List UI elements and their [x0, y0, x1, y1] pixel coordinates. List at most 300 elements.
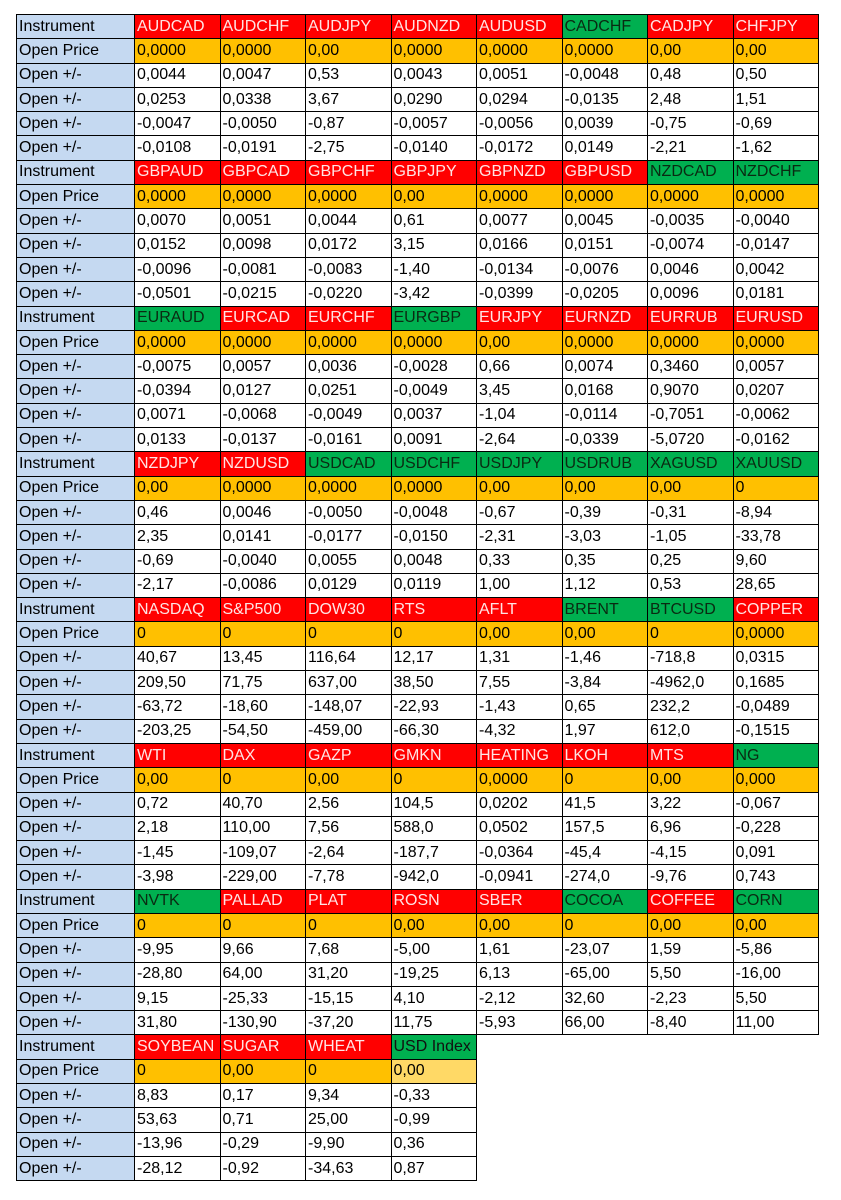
open-delta-row [17, 1132, 819, 1156]
open-price-cell: 0,0000 [477, 768, 563, 792]
open-delta-row [17, 282, 819, 306]
open-delta-cell: 53,63 [135, 1108, 221, 1132]
empty-cell [562, 1108, 648, 1132]
open-delta-cell: -5,00 [391, 938, 477, 962]
open-price-cell: 0 [220, 622, 306, 646]
open-price-cell: 0 [391, 622, 477, 646]
open-delta-cell: 0,0051 [220, 209, 306, 233]
open-delta-cell: 0,0315 [733, 646, 819, 670]
open-delta-cell: -2,12 [477, 986, 563, 1010]
open-delta-cell: -718,8 [648, 646, 734, 670]
open-delta-cell: -0,0172 [477, 136, 563, 160]
open-delta-row [17, 136, 819, 160]
instrument-name: LKOH [562, 743, 648, 767]
open-price-cell: 0,0000 [391, 476, 477, 500]
instrument-name: S&P500 [220, 598, 306, 622]
instrument-name: GAZP [306, 743, 392, 767]
open-delta-cell: -0,0048 [391, 500, 477, 524]
open-price-cell: 0,0000 [220, 39, 306, 63]
open-delta-cell: -15,15 [306, 986, 392, 1010]
instrument-name: USDCAD [306, 452, 392, 476]
open-delta-cell: 64,00 [220, 962, 306, 986]
row-label-open-delta: Open +/- [17, 428, 135, 452]
open-delta-cell: -25,33 [220, 986, 306, 1010]
empty-cell [648, 1132, 734, 1156]
open-price-cell: 0 [562, 913, 648, 937]
open-price-cell: 0,0000 [220, 330, 306, 354]
open-delta-cell: 0,0045 [562, 209, 648, 233]
row-label-open-delta: Open +/- [17, 233, 135, 257]
open-delta-cell: -942,0 [391, 865, 477, 889]
open-delta-cell: 0,0149 [562, 136, 648, 160]
open-delta-cell: -0,0134 [477, 257, 563, 281]
open-delta-cell: -0,0028 [391, 355, 477, 379]
empty-cell [648, 1059, 734, 1083]
open-delta-cell: 0,0037 [391, 403, 477, 427]
open-delta-cell: -0,0941 [477, 865, 563, 889]
open-delta-row [17, 257, 819, 281]
open-price-cell: 0,000 [733, 768, 819, 792]
open-delta-cell: -4,15 [648, 841, 734, 865]
row-label-open-delta: Open +/- [17, 573, 135, 597]
open-delta-row [17, 233, 819, 257]
open-delta-cell: 0,0070 [135, 209, 221, 233]
open-delta-cell: 2,56 [306, 792, 392, 816]
open-delta-cell: -0,0162 [733, 428, 819, 452]
open-price-row [17, 185, 819, 209]
open-price-row [17, 330, 819, 354]
instrument-name: AFLT [477, 598, 563, 622]
open-delta-cell: -0,0137 [220, 428, 306, 452]
open-delta-cell: -2,31 [477, 525, 563, 549]
open-delta-cell: 13,45 [220, 646, 306, 670]
open-delta-cell: -0,067 [733, 792, 819, 816]
empty-cell [648, 1035, 734, 1059]
open-delta-cell: 0,0044 [306, 209, 392, 233]
open-price-cell: 0 [562, 768, 648, 792]
open-delta-cell: 0,53 [648, 573, 734, 597]
open-price-cell: 0,00 [477, 913, 563, 937]
open-delta-cell: -0,0135 [562, 87, 648, 111]
open-price-cell: 0,0000 [135, 185, 221, 209]
open-delta-cell: 0,0057 [220, 355, 306, 379]
open-delta-cell: -0,7051 [648, 403, 734, 427]
row-label-open-delta: Open +/- [17, 1132, 135, 1156]
row-label-open-delta: Open +/- [17, 549, 135, 573]
open-delta-cell: -0,0108 [135, 136, 221, 160]
instrument-name: BRENT [562, 598, 648, 622]
open-delta-row [17, 379, 819, 403]
open-delta-cell: 0,0172 [306, 233, 392, 257]
open-delta-cell: -2,64 [306, 841, 392, 865]
open-delta-cell: 637,00 [306, 671, 392, 695]
row-label-open-delta: Open +/- [17, 87, 135, 111]
open-delta-cell: -2,21 [648, 136, 734, 160]
row-label-open-delta: Open +/- [17, 719, 135, 743]
instrument-name: NVTK [135, 889, 221, 913]
open-delta-cell: 0,72 [135, 792, 221, 816]
open-delta-cell: -23,07 [562, 938, 648, 962]
open-delta-cell: -0,0177 [306, 525, 392, 549]
open-delta-cell: -2,64 [477, 428, 563, 452]
row-label-instrument: Instrument [17, 1035, 135, 1059]
instrument-name: GBPUSD [562, 160, 648, 184]
instrument-name: WTI [135, 743, 221, 767]
open-delta-cell: -459,00 [306, 719, 392, 743]
instrument-name: CHFJPY [733, 15, 819, 39]
open-delta-cell: -0,39 [562, 500, 648, 524]
open-price-cell: 0,00 [562, 476, 648, 500]
open-delta-cell: 7,68 [306, 938, 392, 962]
open-delta-cell: -187,7 [391, 841, 477, 865]
instrument-name: GBPNZD [477, 160, 563, 184]
row-label-open-delta: Open +/- [17, 792, 135, 816]
open-delta-cell: 0,0151 [562, 233, 648, 257]
open-delta-cell: -0,0147 [733, 233, 819, 257]
open-delta-cell: 0,0168 [562, 379, 648, 403]
open-delta-row [17, 792, 819, 816]
open-price-cell: 0,00 [477, 476, 563, 500]
open-delta-cell: -0,0220 [306, 282, 392, 306]
open-delta-row [17, 816, 819, 840]
open-delta-row [17, 1084, 819, 1108]
open-delta-cell: -4,32 [477, 719, 563, 743]
open-delta-cell: -0,87 [306, 112, 392, 136]
open-delta-row [17, 500, 819, 524]
open-delta-cell: -1,46 [562, 646, 648, 670]
instrument-name: RTS [391, 598, 477, 622]
open-delta-cell: 0,53 [306, 63, 392, 87]
open-delta-cell: 0,0127 [220, 379, 306, 403]
open-delta-cell: -0,0075 [135, 355, 221, 379]
open-delta-row [17, 986, 819, 1010]
open-delta-cell: 0,091 [733, 841, 819, 865]
empty-cell [733, 1035, 819, 1059]
open-delta-cell: -1,40 [391, 257, 477, 281]
instrument-name: DOW30 [306, 598, 392, 622]
instrument-name: EURCAD [220, 306, 306, 330]
open-delta-cell: 9,66 [220, 938, 306, 962]
open-delta-cell: -0,0114 [562, 403, 648, 427]
open-delta-row [17, 1156, 819, 1180]
open-delta-cell: 0,87 [391, 1156, 477, 1180]
open-delta-cell: 0,9070 [648, 379, 734, 403]
open-delta-cell: 0,25 [648, 549, 734, 573]
open-delta-cell: -0,31 [648, 500, 734, 524]
open-delta-row [17, 549, 819, 573]
open-delta-cell: 0,0290 [391, 87, 477, 111]
instrument-name: USDCHF [391, 452, 477, 476]
open-delta-cell: -0,0074 [648, 233, 734, 257]
open-delta-cell: 104,5 [391, 792, 477, 816]
open-price-cell: 0 [306, 1059, 392, 1083]
open-delta-cell: 2,48 [648, 87, 734, 111]
open-delta-row [17, 695, 819, 719]
empty-cell [477, 1059, 563, 1083]
instrument-name: GBPJPY [391, 160, 477, 184]
open-delta-cell: -203,25 [135, 719, 221, 743]
open-delta-cell: -0,33 [391, 1084, 477, 1108]
open-delta-cell: -0,0050 [306, 500, 392, 524]
row-label-open-delta: Open +/- [17, 525, 135, 549]
open-delta-row [17, 428, 819, 452]
open-price-cell: 0,00 [306, 768, 392, 792]
empty-cell [562, 1059, 648, 1083]
open-delta-cell: 0,0166 [477, 233, 563, 257]
open-delta-cell: -148,07 [306, 695, 392, 719]
instrument-name: EURCHF [306, 306, 392, 330]
open-delta-cell: 0,61 [391, 209, 477, 233]
instrument-name: DAX [220, 743, 306, 767]
row-label-open-delta: Open +/- [17, 962, 135, 986]
open-delta-row [17, 841, 819, 865]
instrument-row [17, 15, 819, 39]
open-delta-cell: 1,31 [477, 646, 563, 670]
open-delta-cell: -9,90 [306, 1132, 392, 1156]
instrument-name: CORN [733, 889, 819, 913]
row-label-open-delta: Open +/- [17, 1156, 135, 1180]
open-delta-cell: 38,50 [391, 671, 477, 695]
open-delta-cell: -63,72 [135, 695, 221, 719]
open-delta-cell: 5,50 [648, 962, 734, 986]
instrument-row [17, 889, 819, 913]
open-delta-cell: -1,43 [477, 695, 563, 719]
open-delta-cell: 0,0338 [220, 87, 306, 111]
row-label-open-delta: Open +/- [17, 136, 135, 160]
open-delta-row [17, 1108, 819, 1132]
row-label-instrument: Instrument [17, 598, 135, 622]
open-delta-cell: -0,0040 [733, 209, 819, 233]
open-price-cell: 0,0000 [391, 330, 477, 354]
empty-cell [562, 1156, 648, 1180]
open-delta-row [17, 525, 819, 549]
row-label-open-price: Open Price [17, 330, 135, 354]
open-delta-cell: 0,46 [135, 500, 221, 524]
open-delta-cell: 5,50 [733, 986, 819, 1010]
open-delta-row [17, 63, 819, 87]
open-delta-cell: -13,96 [135, 1132, 221, 1156]
instrument-name: GBPCHF [306, 160, 392, 184]
open-delta-cell: -2,17 [135, 573, 221, 597]
open-delta-cell: 9,60 [733, 549, 819, 573]
instrument-name: XAGUSD [648, 452, 734, 476]
open-delta-cell: -0,0081 [220, 257, 306, 281]
open-price-cell: 0 [306, 622, 392, 646]
open-price-cell: 0,0000 [562, 39, 648, 63]
open-price-row [17, 913, 819, 937]
open-delta-cell: 1,12 [562, 573, 648, 597]
instrument-name: MTS [648, 743, 734, 767]
open-delta-cell: 1,51 [733, 87, 819, 111]
open-price-cell: 0,00 [733, 913, 819, 937]
open-delta-cell: -66,30 [391, 719, 477, 743]
open-delta-cell: 0,0046 [220, 500, 306, 524]
open-delta-cell: 0,0141 [220, 525, 306, 549]
open-delta-cell: -3,84 [562, 671, 648, 695]
open-price-cell: 0,0000 [220, 476, 306, 500]
open-price-cell: 0,0000 [306, 330, 392, 354]
open-delta-cell: 0,0051 [477, 63, 563, 87]
open-delta-cell: 0,0047 [220, 63, 306, 87]
open-delta-cell: -0,0068 [220, 403, 306, 427]
open-price-cell: 0,0000 [477, 39, 563, 63]
open-price-cell: 0,0000 [391, 39, 477, 63]
instrument-name: EURRUB [648, 306, 734, 330]
open-price-cell: 0,0000 [562, 185, 648, 209]
quotes-table [16, 14, 819, 1181]
open-delta-cell: -22,93 [391, 695, 477, 719]
open-delta-cell: -0,0501 [135, 282, 221, 306]
open-delta-cell: -0,0049 [306, 403, 392, 427]
open-delta-cell: 41,5 [562, 792, 648, 816]
open-delta-cell: -0,0150 [391, 525, 477, 549]
open-price-cell: 0,0000 [306, 185, 392, 209]
row-label-open-delta: Open +/- [17, 282, 135, 306]
open-delta-cell: -0,67 [477, 500, 563, 524]
open-delta-cell: 0,0077 [477, 209, 563, 233]
instrument-name: AUDNZD [391, 15, 477, 39]
open-price-row [17, 1059, 819, 1083]
open-delta-cell: 0,0253 [135, 87, 221, 111]
open-price-cell: 0,00 [648, 913, 734, 937]
open-price-cell: 0,00 [306, 39, 392, 63]
empty-cell [477, 1132, 563, 1156]
open-price-row [17, 622, 819, 646]
row-label-instrument: Instrument [17, 743, 135, 767]
instrument-name: XAUUSD [733, 452, 819, 476]
instrument-name: CADCHF [562, 15, 648, 39]
open-delta-cell: -0,0048 [562, 63, 648, 87]
open-delta-cell: -0,0191 [220, 136, 306, 160]
open-delta-cell: 0,65 [562, 695, 648, 719]
open-delta-cell: 28,65 [733, 573, 819, 597]
instrument-name: ROSN [391, 889, 477, 913]
open-delta-cell: -0,0062 [733, 403, 819, 427]
row-label-open-delta: Open +/- [17, 355, 135, 379]
row-label-open-delta: Open +/- [17, 816, 135, 840]
open-delta-cell: 32,60 [562, 986, 648, 1010]
open-delta-cell: -18,60 [220, 695, 306, 719]
open-delta-cell: 0,66 [477, 355, 563, 379]
open-delta-row [17, 112, 819, 136]
open-delta-cell: 3,22 [648, 792, 734, 816]
open-price-cell: 0 [733, 476, 819, 500]
instrument-name: EURJPY [477, 306, 563, 330]
open-delta-cell: -0,0394 [135, 379, 221, 403]
row-label-open-delta: Open +/- [17, 257, 135, 281]
open-delta-cell: -19,25 [391, 962, 477, 986]
open-delta-cell: -229,00 [220, 865, 306, 889]
instrument-name: CADJPY [648, 15, 734, 39]
open-delta-cell: -16,00 [733, 962, 819, 986]
open-delta-cell: 0,0129 [306, 573, 392, 597]
open-delta-cell: 0,48 [648, 63, 734, 87]
open-delta-row [17, 671, 819, 695]
instrument-name: HEATING [477, 743, 563, 767]
open-delta-cell: -0,0049 [391, 379, 477, 403]
open-delta-cell: -0,69 [733, 112, 819, 136]
empty-cell [562, 1084, 648, 1108]
open-delta-cell: 157,5 [562, 816, 648, 840]
open-price-row [17, 768, 819, 792]
open-delta-cell: -0,0161 [306, 428, 392, 452]
open-delta-cell: 8,83 [135, 1084, 221, 1108]
open-delta-cell: 0,71 [220, 1108, 306, 1132]
open-price-cell: 0 [135, 622, 221, 646]
open-delta-row [17, 719, 819, 743]
open-delta-cell: 66,00 [562, 1011, 648, 1035]
open-delta-cell: -0,0056 [477, 112, 563, 136]
row-label-open-delta: Open +/- [17, 1011, 135, 1035]
open-delta-cell: -0,0215 [220, 282, 306, 306]
open-delta-cell: -9,95 [135, 938, 221, 962]
instrument-name: GBPAUD [135, 160, 221, 184]
open-delta-cell: -9,76 [648, 865, 734, 889]
instrument-row [17, 598, 819, 622]
open-price-cell: 0,00 [477, 330, 563, 354]
instrument-name: WHEAT [306, 1035, 392, 1059]
open-price-cell: 0,00 [135, 476, 221, 500]
empty-cell [733, 1084, 819, 1108]
instrument-name: USDJPY [477, 452, 563, 476]
open-delta-row [17, 938, 819, 962]
open-price-cell: 0,0000 [648, 330, 734, 354]
open-price-row [17, 476, 819, 500]
instrument-name: NG [733, 743, 819, 767]
open-delta-cell: 0,743 [733, 865, 819, 889]
open-price-cell: 0,0000 [135, 39, 221, 63]
open-delta-cell: -1,04 [477, 403, 563, 427]
open-delta-cell: -2,75 [306, 136, 392, 160]
open-delta-cell: 0,0181 [733, 282, 819, 306]
open-delta-cell: -0,0140 [391, 136, 477, 160]
open-delta-cell: -0,0047 [135, 112, 221, 136]
open-delta-cell: 0,0043 [391, 63, 477, 87]
open-delta-cell: -0,0057 [391, 112, 477, 136]
open-price-cell: 0,00 [648, 39, 734, 63]
open-price-cell: 0,0000 [135, 330, 221, 354]
open-delta-cell: -0,0040 [220, 549, 306, 573]
instrument-name: AUDJPY [306, 15, 392, 39]
instrument-row [17, 452, 819, 476]
open-delta-cell: 0,0048 [391, 549, 477, 573]
open-delta-cell: -28,80 [135, 962, 221, 986]
open-delta-cell: -65,00 [562, 962, 648, 986]
open-delta-cell: -1,05 [648, 525, 734, 549]
open-price-cell: 0,00 [733, 39, 819, 63]
instrument-name: NZDCHF [733, 160, 819, 184]
open-delta-cell: 3,45 [477, 379, 563, 403]
open-delta-cell: 0,0039 [562, 112, 648, 136]
open-delta-cell: 588,0 [391, 816, 477, 840]
open-delta-cell: 0,0036 [306, 355, 392, 379]
instrument-name: COFFEE [648, 889, 734, 913]
open-delta-cell: 0,0202 [477, 792, 563, 816]
empty-cell [733, 1059, 819, 1083]
open-price-cell: 0,00 [648, 476, 734, 500]
open-delta-cell: -5,93 [477, 1011, 563, 1035]
open-delta-cell: -3,03 [562, 525, 648, 549]
row-label-open-price: Open Price [17, 622, 135, 646]
open-delta-cell: 12,17 [391, 646, 477, 670]
row-label-instrument: Instrument [17, 452, 135, 476]
open-delta-cell: 0,0055 [306, 549, 392, 573]
instrument-row [17, 160, 819, 184]
open-delta-cell: 31,80 [135, 1011, 221, 1035]
open-delta-cell: 0,0152 [135, 233, 221, 257]
open-delta-cell: 0,0091 [391, 428, 477, 452]
open-delta-cell: 31,20 [306, 962, 392, 986]
